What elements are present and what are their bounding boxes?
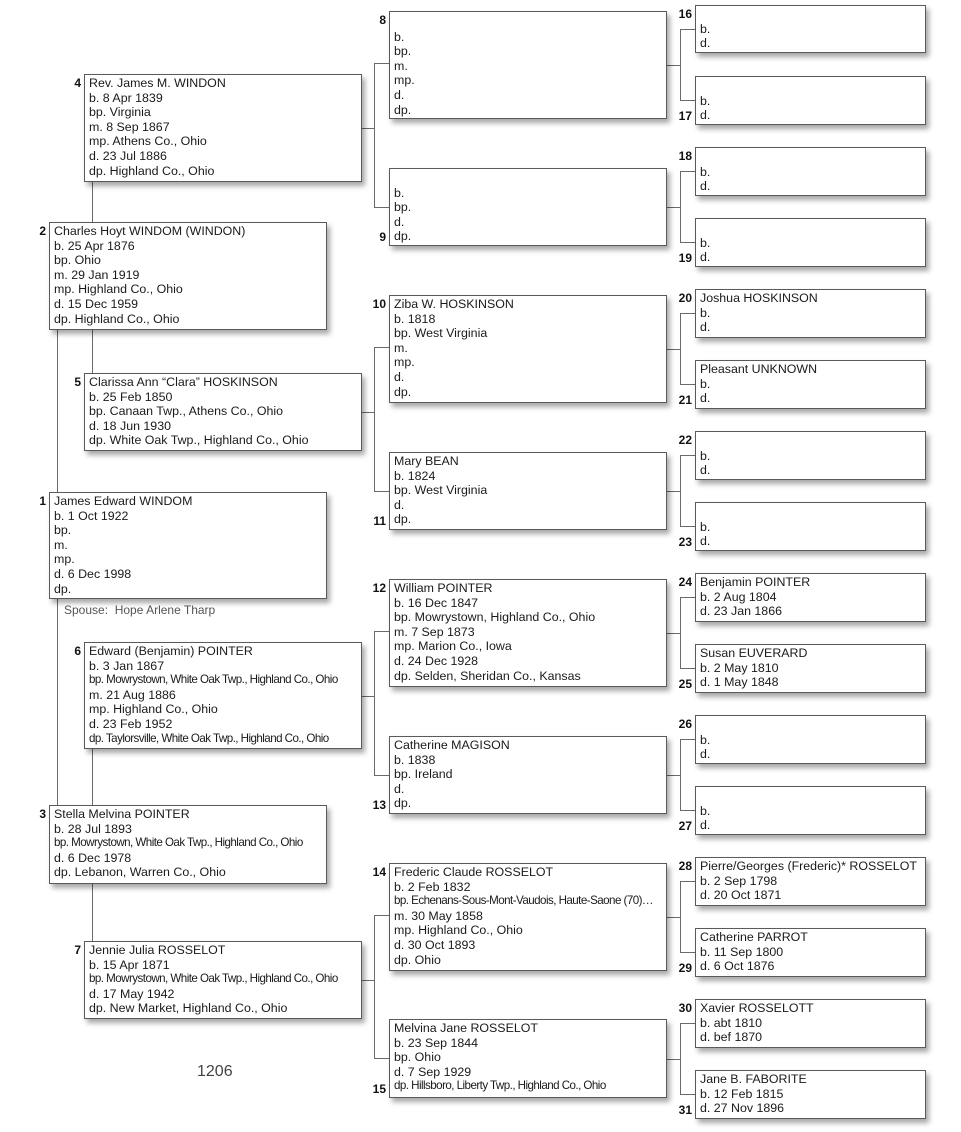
- person-number: 11: [373, 514, 386, 528]
- person-box-29[interactable]: [695, 928, 926, 977]
- person-detail-line: b. 25 Feb 1850: [89, 389, 173, 404]
- connector-line: [666, 1059, 680, 1060]
- person-name: [700, 505, 925, 520]
- person-box-12[interactable]: [389, 579, 667, 687]
- person-number: 2: [39, 224, 46, 238]
- person-detail-line: mp.: [54, 552, 75, 567]
- person-number: 27: [678, 819, 692, 833]
- person-name: Xavier ROSSELOTT: [700, 1001, 814, 1015]
- person-box-15[interactable]: [389, 1019, 667, 1098]
- connector-line: [361, 412, 374, 413]
- person-number: 19: [678, 251, 692, 265]
- person-box-26[interactable]: [695, 715, 926, 764]
- connector-line: [361, 980, 374, 981]
- person-detail-line: d. 23 Jul 1886: [89, 148, 167, 163]
- person-detail-line: dp.: [394, 512, 412, 527]
- person-detail-line: bp. Ireland: [394, 767, 453, 782]
- person-detail-line: d.: [700, 818, 711, 833]
- person-detail-line: m. 8 Sep 1867: [89, 119, 170, 134]
- connector-line: [680, 455, 681, 526]
- connector-line: [680, 881, 681, 952]
- connector-line: [92, 883, 93, 942]
- person-box-25[interactable]: [695, 644, 926, 693]
- person-detail-line: d. 18 Jun 1930: [89, 418, 171, 433]
- person-name: [700, 718, 925, 733]
- person-name: [394, 15, 666, 30]
- person-detail-line: dp. Highland Co., Ohio: [54, 311, 180, 326]
- person-number: 28: [678, 859, 692, 873]
- person-detail-line: d.: [700, 534, 711, 549]
- connector-line: [680, 952, 695, 953]
- person-box-3[interactable]: [49, 805, 327, 884]
- connector-line: [666, 633, 680, 634]
- person-detail-line: b.: [700, 732, 711, 747]
- person-number: 8: [379, 13, 386, 27]
- connector-line: [680, 881, 695, 882]
- person-name: William POINTER: [394, 581, 493, 595]
- connector-line: [680, 739, 695, 740]
- person-box-28[interactable]: [695, 857, 926, 906]
- person-name: [700, 789, 925, 804]
- connector-line: [680, 29, 681, 100]
- person-detail-line: d. 6 Dec 1978: [54, 850, 132, 865]
- person-number: 9: [379, 230, 386, 244]
- person-detail-line: bp. Mowrystown, White Oak Twp., Highland Co., Ohio: [89, 972, 338, 986]
- person-name: Jennie Julia ROSSELOT: [89, 943, 226, 957]
- person-detail-line: b. 15 Apr 1871: [89, 957, 170, 972]
- person-detail-line: dp.: [394, 102, 412, 117]
- person-box-1[interactable]: [49, 492, 327, 599]
- person-detail-line: mp. Marion Co., Iowa: [394, 639, 512, 654]
- person-number: 20: [678, 291, 692, 305]
- connector-line: [680, 313, 695, 314]
- person-detail-line: d.: [394, 497, 405, 512]
- person-number: 21: [678, 393, 692, 407]
- person-name: [700, 434, 925, 449]
- person-number: 4: [74, 76, 81, 90]
- person-box-17[interactable]: [695, 76, 926, 125]
- connector-line: [361, 128, 374, 129]
- person-detail-line: dp. New Market, Highland Co., Ohio: [89, 1001, 288, 1016]
- connector-line: [680, 29, 695, 30]
- connector-line: [680, 384, 695, 385]
- person-detail-line: bp. West Virginia: [394, 326, 488, 341]
- person-name: Rev. James M. WINDON: [89, 76, 226, 90]
- person-detail-line: d. 6 Oct 1876: [700, 959, 775, 974]
- person-detail-line: b. 23 Sep 1844: [394, 1035, 479, 1050]
- connector-line: [680, 100, 695, 101]
- connector-line: [680, 455, 695, 456]
- person-detail-line: d. bef 1870: [700, 1030, 763, 1045]
- person-detail-line: b.: [394, 185, 405, 200]
- person-detail-line: d.: [394, 214, 405, 229]
- person-detail-line: bp. Mowrystown, White Oak Twp., Highland Co., Ohio: [54, 836, 303, 850]
- person-detail-line: mp. Highland Co., Ohio: [89, 702, 218, 717]
- person-box-4[interactable]: [84, 74, 362, 182]
- person-detail-line: b.: [700, 21, 711, 36]
- person-box-6[interactable]: [84, 642, 362, 749]
- connector-line: [374, 491, 389, 492]
- person-box-19[interactable]: [695, 218, 926, 267]
- person-detail-line: bp. Ohio: [394, 1050, 441, 1065]
- person-detail-line: bp. Virginia: [89, 105, 151, 120]
- person-detail-line: d. 27 Nov 1896: [700, 1101, 785, 1116]
- person-number: 10: [372, 297, 386, 311]
- person-number: 7: [74, 943, 81, 957]
- person-box-31[interactable]: [695, 1070, 926, 1119]
- connector-line: [680, 597, 695, 598]
- person-name: Susan EUVERARD: [700, 646, 808, 660]
- person-detail-line: bp. Canaan Twp., Athens Co., Ohio: [89, 404, 284, 419]
- person-number: 24: [678, 575, 692, 589]
- person-name: [700, 7, 925, 22]
- page-number: 1206: [197, 1063, 233, 1080]
- person-detail-line: m. 30 May 1858: [394, 908, 483, 923]
- person-box-10[interactable]: [389, 295, 667, 403]
- connector-line: [680, 1023, 695, 1024]
- person-detail-line: m. 29 Jan 1919: [54, 267, 140, 282]
- person-box-14[interactable]: [389, 863, 667, 971]
- person-detail-line: d. 1 May 1848: [700, 675, 779, 690]
- connector-line: [680, 668, 695, 669]
- person-detail-line: b. 12 Feb 1815: [700, 1086, 784, 1101]
- person-name: Pleasant UNKNOWN: [700, 362, 818, 376]
- person-detail-line: b. abt 1810: [700, 1015, 763, 1030]
- person-box-18[interactable]: [695, 147, 926, 196]
- person-number: 15: [372, 1082, 386, 1096]
- person-name: Mary BEAN: [394, 454, 459, 468]
- person-box-13[interactable]: [389, 736, 667, 814]
- person-detail-line: dp. Selden, Sheridan Co., Kansas: [394, 668, 581, 683]
- connector-line: [680, 171, 695, 172]
- person-detail-line: mp. Highland Co., Ohio: [394, 923, 523, 938]
- person-detail-line: b. 1818: [394, 311, 436, 326]
- person-detail-line: m. 7 Sep 1873: [394, 624, 475, 639]
- person-detail-line: mp.: [394, 73, 415, 88]
- person-detail-line: b.: [700, 376, 711, 391]
- person-detail-line: d.: [394, 369, 405, 384]
- connector-line: [680, 810, 695, 811]
- person-box-2[interactable]: [49, 222, 327, 330]
- person-detail-line: b. 1838: [394, 752, 436, 767]
- person-detail-line: b. 2 Aug 1804: [700, 589, 777, 604]
- connector-line: [666, 775, 680, 776]
- person-detail-line: b. 2 Sep 1798: [700, 873, 778, 888]
- connector-line: [680, 1094, 695, 1095]
- person-box-9[interactable]: [389, 168, 667, 246]
- connector-line: [666, 207, 680, 208]
- person-detail-line: mp. Highland Co., Ohio: [54, 282, 183, 297]
- person-box-5[interactable]: [84, 373, 362, 451]
- person-number: 31: [678, 1103, 692, 1117]
- person-number: 12: [372, 581, 386, 595]
- person-detail-line: b.: [700, 803, 711, 818]
- person-detail-line: bp. West Virginia: [394, 483, 488, 498]
- person-name: Benjamin POINTER: [700, 575, 811, 589]
- connector-line: [361, 696, 374, 697]
- person-detail-line: d.: [700, 463, 711, 478]
- person-detail-line: d.: [700, 36, 711, 51]
- person-name: Catherine MAGISON: [394, 738, 510, 752]
- connector-line: [680, 1023, 681, 1094]
- person-detail-line: m.: [54, 537, 68, 552]
- person-detail-line: d. 24 Dec 1928: [394, 653, 479, 668]
- person-detail-line: b.: [394, 29, 405, 44]
- connector-line: [374, 347, 389, 348]
- person-detail-line: b. 2 May 1810: [700, 660, 779, 675]
- connector-line: [666, 491, 680, 492]
- connector-line: [374, 1058, 389, 1059]
- connector-line: [374, 63, 389, 64]
- person-name: Joshua HOSKINSON: [700, 291, 818, 305]
- connector-line: [92, 748, 93, 806]
- person-name: [700, 79, 925, 94]
- connector-line: [374, 63, 375, 207]
- person-detail-line: b.: [700, 93, 711, 108]
- person-detail-line: d. 23 Jan 1866: [700, 604, 782, 619]
- person-name: Catherine PARROT: [700, 930, 808, 944]
- person-detail-line: bp.: [394, 200, 412, 215]
- person-name: [700, 221, 925, 236]
- person-detail-line: b. 2 Feb 1832: [394, 879, 471, 894]
- spouse-label: Spouse:: [64, 603, 109, 617]
- person-detail-line: d.: [700, 108, 711, 123]
- connector-line: [92, 181, 93, 223]
- person-name: Frederic Claude ROSSELOT: [394, 865, 554, 879]
- connector-line: [680, 171, 681, 242]
- connector-line: [680, 739, 681, 810]
- person-detail-line: d.: [700, 250, 711, 265]
- person-number: 1: [39, 494, 46, 508]
- person-detail-line: mp.: [394, 355, 415, 370]
- person-name: Pierre/Georges (Frederic)* ROSSELOT: [700, 859, 917, 873]
- person-detail-line: b. 1 Oct 1922: [54, 508, 129, 523]
- person-number: 3: [39, 807, 46, 821]
- person-detail-line: d.: [394, 87, 405, 102]
- person-number: 13: [372, 798, 386, 812]
- person-detail-line: d.: [700, 320, 711, 335]
- person-box-27[interactable]: [695, 786, 926, 835]
- person-number: 25: [678, 677, 692, 691]
- person-number: 14: [372, 865, 386, 879]
- connector-line: [374, 207, 389, 208]
- connector-line: [680, 313, 681, 384]
- person-detail-line: bp. Ohio: [54, 253, 101, 268]
- person-detail-line: dp. Ohio: [394, 952, 441, 967]
- person-box-23[interactable]: [695, 502, 926, 551]
- person-detail-line: d. 20 Oct 1871: [700, 888, 782, 903]
- person-detail-line: dp.: [394, 384, 412, 399]
- person-detail-line: m.: [394, 340, 408, 355]
- person-detail-line: bp. Echenans-Sous-Mont-Vaudois, Haute-Saone (70)…: [394, 894, 653, 908]
- person-box-8[interactable]: [389, 11, 667, 119]
- person-number: 23: [678, 535, 692, 549]
- person-box-16[interactable]: [695, 5, 926, 53]
- person-detail-line: bp.: [54, 523, 72, 538]
- person-detail-line: dp.: [54, 581, 72, 596]
- connector-line: [666, 65, 680, 66]
- spouse-note: [64, 603, 215, 617]
- person-name: Edward (Benjamin) POINTER: [89, 644, 253, 658]
- person-number: 6: [74, 644, 81, 658]
- connector-line: [680, 526, 695, 527]
- person-box-20[interactable]: [695, 289, 926, 338]
- person-detail-line: d. 23 Feb 1952: [89, 716, 173, 731]
- person-number: 5: [74, 375, 81, 389]
- connector-line: [666, 349, 680, 350]
- connector-line: [374, 347, 375, 491]
- person-detail-line: mp. Athens Co., Ohio: [89, 134, 207, 149]
- person-detail-line: m.: [394, 58, 408, 73]
- person-detail-line: dp. White Oak Twp., Highland Co., Ohio: [89, 433, 309, 448]
- connector-line: [374, 631, 375, 775]
- person-detail-line: b. 11 Sep 1800: [700, 944, 784, 959]
- connector-line: [680, 242, 695, 243]
- person-detail-line: b.: [700, 305, 711, 320]
- person-name: Jane B. FABORITE: [700, 1072, 807, 1086]
- person-detail-line: d.: [700, 179, 711, 194]
- person-box-11[interactable]: [389, 452, 667, 530]
- person-detail-line: b. 28 Jul 1893: [54, 821, 132, 836]
- spouse-name: Hope Arlene Tharp: [114, 603, 216, 617]
- person-detail-line: b. 16 Dec 1847: [394, 595, 479, 610]
- person-detail-line: d.: [394, 781, 405, 796]
- person-detail-line: b.: [700, 448, 711, 463]
- person-detail-line: dp. Lebanon, Warren Co., Ohio: [54, 865, 226, 880]
- person-detail-line: bp. Mowrystown, Highland Co., Ohio: [394, 610, 596, 625]
- person-detail-line: b. 25 Apr 1876: [54, 238, 135, 253]
- person-detail-line: d. 30 Oct 1893: [394, 937, 476, 952]
- person-number: 18: [678, 149, 692, 163]
- person-number: 22: [678, 433, 692, 447]
- person-name: Ziba W. HOSKINSON: [394, 297, 514, 311]
- person-detail-line: b.: [700, 519, 711, 534]
- person-number: 16: [678, 7, 692, 21]
- person-number: 26: [678, 717, 692, 731]
- person-number: 17: [678, 109, 692, 123]
- person-detail-line: m. 21 Aug 1886: [89, 687, 176, 702]
- person-box-21[interactable]: [695, 360, 926, 409]
- person-detail-line: b.: [700, 164, 711, 179]
- person-name: James Edward WINDOM: [54, 494, 193, 508]
- person-detail-line: dp.: [394, 796, 412, 811]
- person-detail-line: dp. Highland Co., Ohio: [89, 163, 215, 178]
- person-name: Melvina Jane ROSSELOT: [394, 1021, 538, 1035]
- person-detail-line: bp.: [394, 44, 412, 59]
- person-detail-line: d. 17 May 1942: [89, 986, 175, 1001]
- person-detail-line: d. 15 Dec 1959: [54, 296, 139, 311]
- person-box-30[interactable]: [695, 999, 926, 1048]
- person-name: Stella Melvina POINTER: [54, 807, 190, 821]
- person-detail-line: d. 7 Sep 1929: [394, 1064, 472, 1079]
- person-detail-line: d.: [700, 391, 711, 406]
- person-detail-line: bp. Mowrystown, White Oak Twp., Highland Co., Ohio: [89, 673, 338, 687]
- person-detail-line: d. 6 Dec 1998: [54, 566, 132, 581]
- person-detail-line: b. 3 Jan 1867: [89, 658, 165, 673]
- connector-line: [374, 915, 375, 1058]
- person-name: [700, 150, 925, 165]
- person-detail-line: b.: [700, 235, 711, 250]
- person-box-22[interactable]: [695, 431, 926, 480]
- person-detail-line: dp. Taylorsville, White Oak Twp., Highland Co., Ohio: [89, 731, 329, 745]
- person-name: Charles Hoyt WINDOM (WINDON): [54, 224, 246, 238]
- connector-line: [374, 915, 389, 916]
- person-detail-line: b. 1824: [394, 468, 436, 483]
- connector-line: [374, 631, 389, 632]
- person-box-24[interactable]: [695, 573, 926, 622]
- person-detail-line: d.: [700, 747, 711, 762]
- person-number: 29: [678, 961, 692, 975]
- person-detail-line: dp. Hillsboro, Liberty Twp., Highland Co., Ohio: [394, 1079, 606, 1093]
- person-number: 30: [678, 1001, 692, 1015]
- connector-line: [92, 329, 93, 374]
- person-name: [394, 171, 666, 186]
- person-detail-line: dp.: [394, 229, 412, 244]
- person-name: Clarissa Ann “Clara” HOSKINSON: [89, 375, 278, 389]
- person-detail-line: b. 8 Apr 1839: [89, 90, 163, 105]
- connector-line: [374, 775, 389, 776]
- connector-line: [680, 597, 681, 668]
- connector-line: [666, 917, 680, 918]
- person-box-7[interactable]: [84, 941, 362, 1019]
